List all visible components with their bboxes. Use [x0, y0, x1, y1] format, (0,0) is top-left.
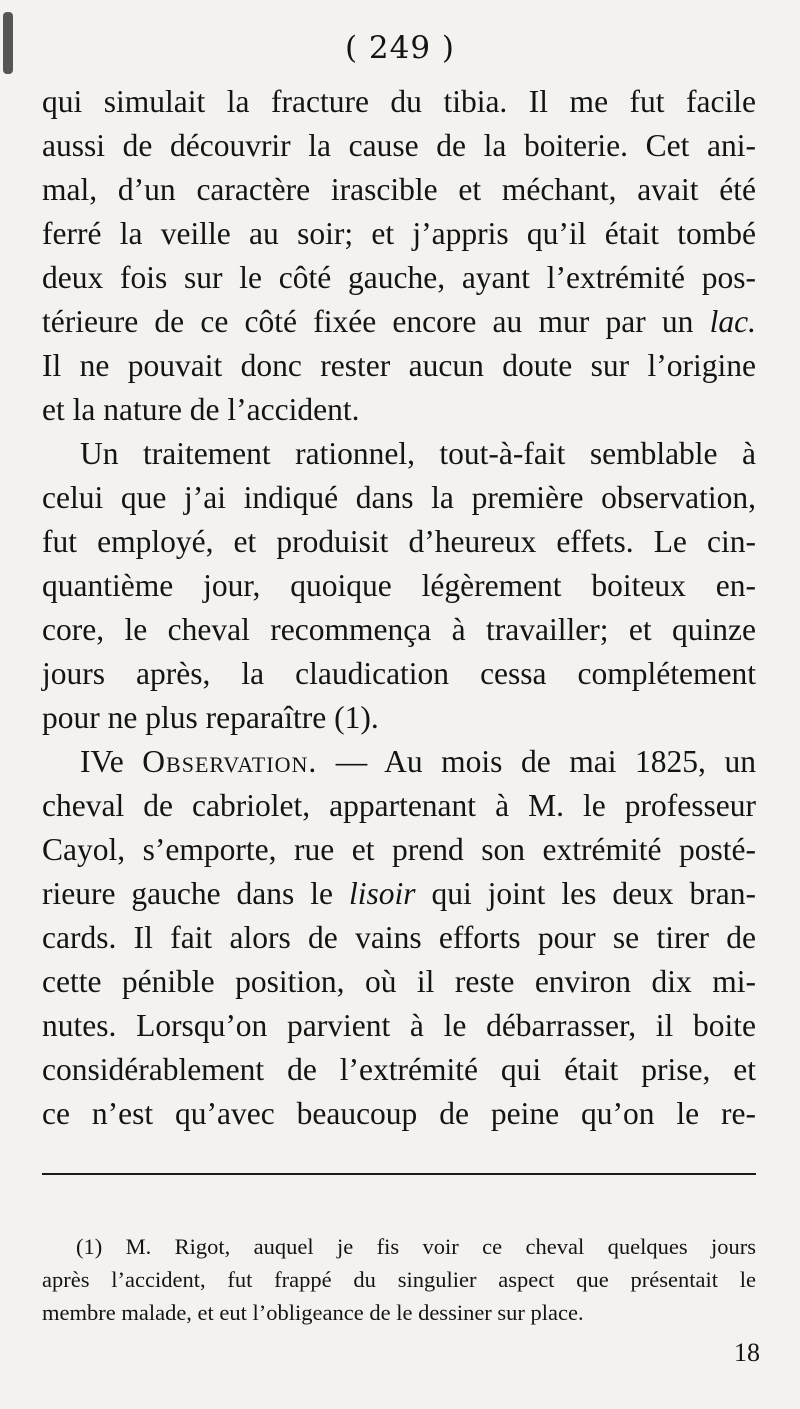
text-line: jours après, la claudication cessa complétement: [42, 656, 756, 691]
signature-mark: 18: [734, 1338, 760, 1367]
footnote-line: (1) M. Rigot, auquel je fis voir ce cheval quelques jours: [76, 1234, 756, 1259]
paragraph-first-line: Un traitement rationnel, tout-à-fait semblable à: [80, 436, 756, 471]
observation-number: IVe: [80, 744, 143, 779]
text-line: qui simulait la fracture du tibia. Il me fut facile: [42, 84, 756, 119]
text-line: quantième jour, quoique légèrement boiteux en-: [42, 568, 756, 603]
text-line: ce n’est qu’avec beaucoup de peine qu’on le re-: [42, 1096, 756, 1131]
text-line: pour ne plus reparaître (1).: [42, 700, 379, 735]
text-line: fut employé, et produisit d’heureux effets. Le cin-: [42, 524, 756, 559]
footnote-line: après l’accident, fut frappé du singulier aspect que présentait le: [42, 1267, 756, 1292]
text-line: deux fois sur le côté gauche, ayant l’extrémité pos-: [42, 260, 756, 295]
text-line: [42, 300, 756, 344]
text-line: cette pénible position, où il reste environ dix mi-: [42, 964, 756, 999]
text-line: cheval de cabriolet, appartenant à M. le professeur: [42, 788, 756, 823]
text-line: cards. Il fait alors de vains efforts pour se tirer de: [42, 920, 756, 955]
text-line: considérablement de l’extrémité qui était prise, et: [42, 1052, 756, 1087]
page-number: ( 249 ): [344, 30, 456, 66]
text-line: celui que j’ai indiqué dans la première observation,: [42, 480, 756, 515]
text-run: térieure de ce côté fixée encore au mur par un: [42, 304, 710, 339]
observation-heading: Observation.: [142, 744, 318, 779]
text-run: rieure gauche dans le: [42, 876, 349, 911]
text-line: et la nature de l’accident.: [42, 392, 360, 427]
observation-heading-line: [80, 740, 756, 784]
footnote-line: membre malade, et eut l’obligeance de le dessiner sur place.: [42, 1300, 584, 1325]
text-line: mal, d’un caractère irascible et méchant, avait été: [42, 172, 756, 207]
italic-word: lisoir: [348, 876, 416, 911]
footnote-rule: [42, 1173, 756, 1175]
text-run: — Au mois de mai 1825, un: [317, 744, 756, 779]
italic-word: lac.: [709, 304, 756, 339]
text-line: Cayol, s’emporte, rue et prend son extrémité posté-: [42, 832, 756, 867]
text-line: Il ne pouvait donc rester aucun doute sur l’origine: [42, 348, 756, 383]
text-line: [42, 872, 756, 916]
text-line: core, le cheval recommença à travailler; et quinze: [42, 612, 756, 647]
text-run: qui joint les deux bran-: [415, 876, 756, 911]
text-line: nutes. Lorsqu’on parvient à le débarrasser, il boite: [42, 1008, 756, 1043]
text-line: ferré la veille au soir; et j’appris qu’il était tombé: [42, 216, 756, 251]
text-line: aussi de découvrir la cause de la boiterie. Cet ani-: [42, 128, 756, 163]
